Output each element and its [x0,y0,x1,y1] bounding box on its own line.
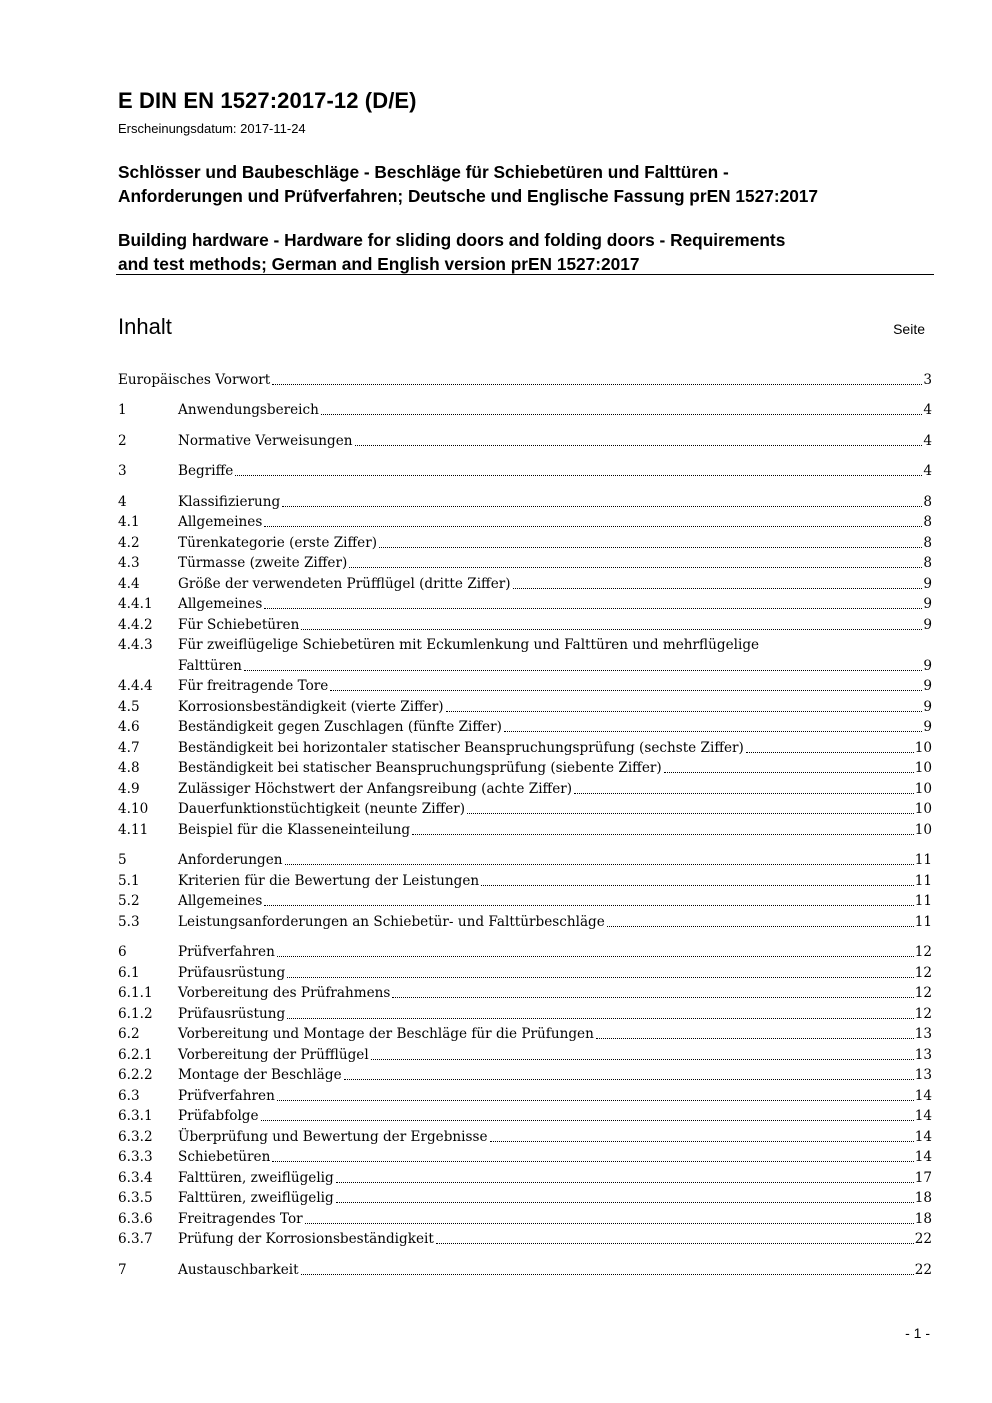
toc-dot-leader [446,711,923,712]
toc-entry-number: 6.1 [118,965,140,981]
toc-entry-page: 4 [923,433,932,449]
toc-entry-title: Europäisches Vorwort [118,372,271,388]
toc-entry-page: 9 [923,617,932,633]
toc-entry[interactable] [118,820,932,840]
toc-entry-page: 9 [923,699,932,715]
toc-dot-leader [301,1274,914,1275]
header-divider [116,274,934,275]
toc-entry-title: Prüfung der Korrosionsbeständigkeit [178,1231,434,1247]
toc-entry-number: 6.3.3 [118,1149,153,1165]
toc-entry-number: 4.5 [118,699,140,715]
toc-dot-leader [746,752,914,753]
toc-entry-title: Überprüfung und Bewertung der Ergebnisse [178,1129,488,1145]
toc-entry-page: 11 [914,914,932,930]
toc-entry-page: 8 [923,494,932,510]
toc-dot-leader [574,793,914,794]
toc-entry-title: Normative Verweisungen [178,433,353,449]
toc-dot-leader [349,567,922,568]
toc-entry-number: 4.9 [118,781,140,797]
toc-entry[interactable] [118,431,932,451]
title-english-line-1: Building hardware - Hardware for sliding doors and folding doors - Requirements [118,230,786,250]
toc-entry-number: 4.2 [118,535,140,551]
toc-entry-title: Prüfverfahren [178,1088,275,1104]
toc-entry-number: 6.1.2 [118,1006,153,1022]
toc-entry-page: 12 [914,965,932,981]
toc-entry-page: 13 [914,1026,932,1042]
toc-entry[interactable] [118,942,932,962]
toc-entry-title: Vorbereitung der Prüfflügel [178,1047,369,1063]
toc-entry[interactable] [118,1065,932,1085]
toc-dot-leader [664,772,914,773]
toc-entry[interactable] [118,871,932,891]
title-german-line-2: Anforderungen und Prüfverfahren; Deutsche und Englische Fassung prEN 1527:2017 [118,186,819,206]
toc-entry-number: 6.3.4 [118,1170,153,1186]
toc-entry-number: 4.1 [118,514,140,530]
toc-entry-page: 8 [923,555,932,571]
toc-entry-page: 14 [914,1088,932,1104]
toc-entry-number: 6.2.1 [118,1047,153,1063]
page-number: - 1 - [905,1325,930,1341]
toc-dot-leader [481,885,914,886]
toc-entry-page: 9 [923,678,932,694]
toc-entry-page: 12 [914,944,932,960]
toc-entry-title: Schiebetüren [178,1149,271,1165]
toc-entry-title: Prüfabfolge [178,1108,259,1124]
title-english [118,228,948,276]
toc-entry[interactable] [118,1045,932,1065]
toc-entry-number: 4.4.4 [118,678,153,694]
toc-entry-title: Vorbereitung des Prüfrahmens [178,985,391,1001]
toc-entry-number: 4.11 [118,822,149,838]
toc-entry[interactable] [118,850,932,870]
toc-dot-leader [301,629,922,630]
toc-entry-page: 10 [914,760,932,776]
toc-entry-page: 8 [923,514,932,530]
toc-entry-title: Prüfverfahren [178,944,275,960]
toc-entry[interactable] [118,676,932,696]
toc-entry-title: Korrosionsbeständigkeit (vierte Ziffer) [178,699,444,715]
title-english-line-2: and test methods; German and English version prEN 1527:2017 [118,254,640,274]
toc-entry-number: 4.7 [118,740,140,756]
toc-dot-leader [287,977,914,978]
toc-entry-page: 10 [914,801,932,817]
toc-entry-number: 4.8 [118,760,140,776]
toc-entry[interactable] [118,1188,932,1208]
toc-entry-title: Allgemeines [178,514,263,530]
toc-entry-title: Dauerfunktionstüchtigkeit (neunte Ziffer) [178,801,466,817]
toc-entry-page: 14 [914,1129,932,1145]
toc-entry-title: Prüfausrüstung [178,965,286,981]
toc-dot-leader [379,547,922,548]
toc-dot-leader [330,690,922,691]
title-german-line-1: Schlösser und Baubeschläge - Beschläge für Schiebetüren und Falttüren - [118,162,729,182]
toc-entry-page: 22 [914,1262,932,1278]
toc-dot-leader [513,588,923,589]
toc-entry-number: 6.2.2 [118,1067,153,1083]
toc-dot-leader [371,1059,914,1060]
toc-entry-title: Beispiel für die Klasseneinteilung [178,822,411,838]
toc-entry-title: Beständigkeit bei horizontaler statischer Beanspruchungsprüfung (sechste Ziffer) [178,740,744,756]
toc-entry-page: 4 [923,463,932,479]
toc-entry-title: Prüfausrüstung [178,1006,286,1022]
toc-entry[interactable] [118,635,932,674]
toc-entry-number: 5.2 [118,893,140,909]
toc-entry-title: Größe der verwendeten Prüfflügel (dritte Ziffer) [178,576,511,592]
toc-entry-number: 6.3 [118,1088,140,1104]
toc-entry-page: 9 [923,576,932,592]
toc-entry-number: 3 [118,463,127,479]
title-german [118,160,948,208]
toc-entry-number: 6.3.5 [118,1190,153,1206]
toc-entry-page: 14 [914,1149,932,1165]
toc-entry-page: 12 [914,1006,932,1022]
toc-dot-leader [355,445,923,446]
toc-entry[interactable] [118,799,932,819]
toc-dot-leader [321,414,922,415]
toc-entry-page: 11 [914,873,932,889]
toc-entry[interactable] [118,983,932,1003]
toc-entry-page: 9 [923,596,932,612]
toc-entry[interactable] [118,779,932,799]
toc-entry[interactable] [118,370,932,390]
toc-entry-number: 6 [118,944,127,960]
toc-dot-leader [277,956,914,957]
toc-entry-page: 22 [914,1231,932,1247]
toc-entry[interactable] [118,1024,932,1044]
toc-entry[interactable] [118,758,932,778]
toc-entry-number: 4.3 [118,555,140,571]
toc-entry[interactable] [118,594,932,614]
toc-entry-title: Türenkategorie (erste Ziffer) [178,535,378,551]
toc-entry-number: 4.4.2 [118,617,153,633]
toc-entry-page: 8 [923,535,932,551]
toc-dot-leader [264,905,913,906]
toc-entry-title: Allgemeines [178,596,263,612]
toc-dot-leader [504,731,922,732]
toc-entry-page: 18 [914,1190,932,1206]
toc-dot-leader [277,1100,914,1101]
toc-entry[interactable] [118,1127,932,1147]
toc-entry-page: 14 [914,1108,932,1124]
toc-dot-leader [244,670,922,671]
toc-dot-leader [264,608,922,609]
toc-dot-leader [287,1018,914,1019]
toc-entry[interactable] [118,574,932,594]
toc-entry-title: Für zweiflügelige Schiebetüren mit Eckumlenkung und Falttüren und mehrflügelige [178,637,760,653]
toc-entry[interactable] [118,912,932,932]
toc-entry[interactable] [118,963,932,983]
toc-entry[interactable] [118,1168,932,1188]
toc-entry-page: 18 [914,1211,932,1227]
toc-entry-page: 12 [914,985,932,1001]
toc-entry-number: 6.3.2 [118,1129,153,1145]
toc-entry-title: Falttüren, zweiflügelig [178,1190,334,1206]
toc-entry[interactable] [118,461,932,481]
toc-entry[interactable] [118,891,932,911]
toc-page-column-label: Seite [893,321,925,337]
toc-entry-page: 10 [914,740,932,756]
toc-entry-number: 5 [118,852,127,868]
toc-dot-leader [336,1202,914,1203]
toc-entry-title: Vorbereitung und Montage der Beschläge für die Prüfungen [178,1026,594,1042]
toc-entry-title: Für freitragende Tore [178,678,329,694]
toc-entry-number: 1 [118,402,127,418]
toc-dot-leader [264,526,922,527]
toc-entry-number: 4.4.1 [118,596,153,612]
toc-entry-number: 4.4 [118,576,140,592]
toc-entry[interactable] [118,1004,932,1024]
toc-entry-page: 9 [923,719,932,735]
toc-dot-leader [305,1223,914,1224]
toc-entry-page: 10 [914,822,932,838]
toc-entry-number: 6.3.6 [118,1211,153,1227]
toc-entry[interactable] [118,615,932,635]
toc-entry-page: 13 [914,1067,932,1083]
toc-dot-leader [235,475,922,476]
toc-entry-title: Für Schiebetüren [178,617,300,633]
toc-entry-title: Allgemeines [178,893,263,909]
toc-entry-page: 10 [914,781,932,797]
toc-entry-number: 6.2 [118,1026,140,1042]
toc-entry[interactable] [118,1209,932,1229]
toc-entry-number: 5.1 [118,873,140,889]
toc-entry[interactable] [118,1106,932,1126]
toc-entry-title: Austauschbarkeit [178,1262,299,1278]
toc-dot-leader [272,384,922,385]
toc-entry-title: Freitragendes Tor [178,1211,303,1227]
toc-entry[interactable] [118,738,932,758]
toc-entry[interactable] [118,1229,932,1249]
toc-entry-title: Beständigkeit bei statischer Beanspruchungsprüfung (siebente Ziffer) [178,760,662,776]
toc-entry-number: 4.4.3 [118,637,153,653]
toc-entry-number: 5.3 [118,914,140,930]
toc-entry-title: Türmasse (zweite Ziffer) [178,555,348,571]
toc-entry-title: Falttüren, zweiflügelig [178,1170,334,1186]
toc-dot-leader [285,864,914,865]
toc-entry[interactable] [118,1147,932,1167]
toc-entry-number: 4.10 [118,801,149,817]
toc-dot-leader [596,1038,914,1039]
toc-entry-title: Anwendungsbereich [178,402,319,418]
toc-entry[interactable] [118,553,932,573]
toc-entry[interactable] [118,492,932,512]
toc-entry-title: Beständigkeit gegen Zuschlagen (fünfte Ziffer) [178,719,502,735]
toc-entry-title-continued: Falttüren [178,658,242,674]
toc-dot-leader [336,1182,914,1183]
toc-entry-page: 11 [914,893,932,909]
toc-entry[interactable] [118,533,932,553]
toc-dot-leader [412,834,914,835]
toc-entry-number: 4 [118,494,127,510]
toc-entry-page: 3 [923,372,932,388]
toc-entry-page: 9 [923,658,932,674]
toc-entry-title: Kriterien für die Bewertung der Leistungen [178,873,480,889]
toc-entry-number: 4.6 [118,719,140,735]
toc-dot-leader [261,1120,914,1121]
toc-entry-number: 6.3.1 [118,1108,153,1124]
document-id: E DIN EN 1527:2017-12 (D/E) [118,88,417,113]
toc-entry[interactable] [118,697,932,717]
toc-dot-leader [344,1079,914,1080]
toc-dot-leader [272,1161,913,1162]
toc-entry-page: 17 [914,1170,932,1186]
toc-entry-title: Zulässiger Höchstwert der Anfangsreibung (achte Ziffer) [178,781,573,797]
toc-entry-page: 4 [923,402,932,418]
toc-dot-leader [436,1243,914,1244]
toc-entry-number: 2 [118,433,127,449]
toc-dot-leader [392,997,913,998]
toc-entry-title: Begriffe [178,463,234,479]
toc-entry-title: Leistungsanforderungen an Schiebetür- und Falttürbeschläge [178,914,605,930]
toc-entry-page: 13 [914,1047,932,1063]
toc-entry[interactable] [118,1260,932,1280]
toc-dot-leader [467,813,914,814]
toc-entry-number: 6.1.1 [118,985,153,1001]
toc-dot-leader [607,926,914,927]
toc-entry-page: 11 [914,852,932,868]
toc-dot-leader [490,1141,914,1142]
toc-entry[interactable] [118,400,932,420]
toc-entry-number: 7 [118,1262,127,1278]
toc-dot-leader [282,506,922,507]
toc-entry[interactable] [118,1086,932,1106]
toc-entry-title: Anforderungen [178,852,283,868]
toc-entry-title: Montage der Beschläge [178,1067,342,1083]
toc-entry[interactable] [118,512,932,532]
toc-heading: Inhalt [118,314,172,339]
publication-date: Erscheinungsdatum: 2017-11-24 [118,121,306,136]
toc-entry[interactable] [118,717,932,737]
toc-entry-number: 6.3.7 [118,1231,153,1247]
toc-entry-title: Klassifizierung [178,494,281,510]
